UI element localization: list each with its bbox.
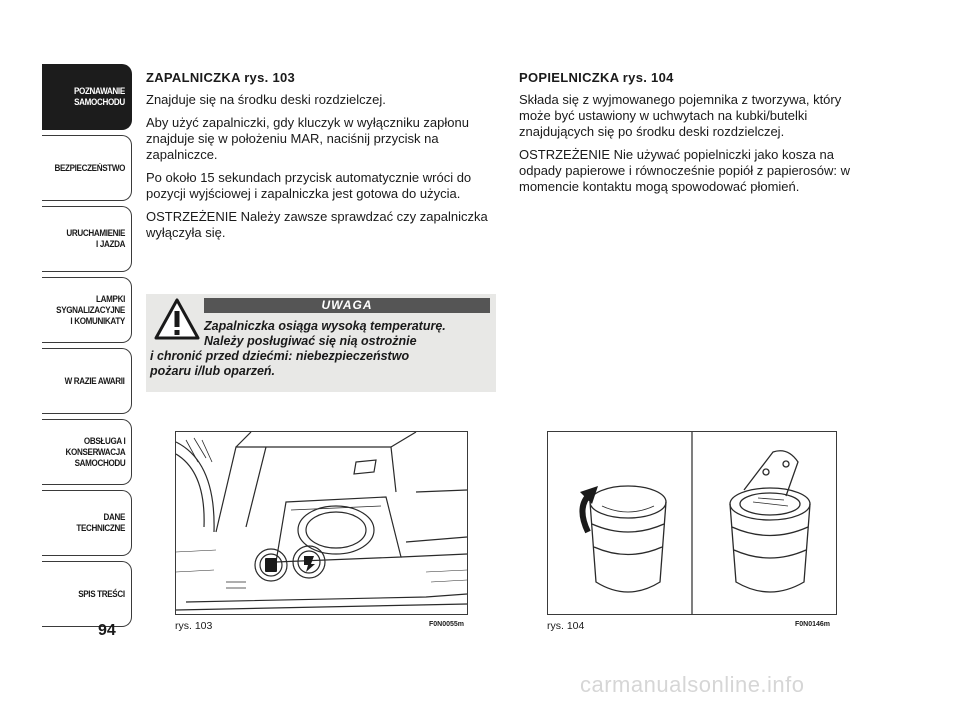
tab-obsluga-i-konserwacja[interactable] — [42, 419, 132, 485]
tab-label: LAMPKI SYGNALIZACYJNE I KOMUNIKATY — [56, 293, 125, 327]
figure-code: F0N0146m — [795, 621, 831, 628]
tab-bezpieczenstwo[interactable] — [42, 135, 132, 201]
tab-label: URUCHAMIENIE I JAZDA — [66, 228, 125, 250]
warning-line: i chronić przed dziećmi: niebezpieczeństwo — [150, 349, 410, 363]
warning-line: pożaru i/lub oparzeń. — [150, 364, 276, 378]
warning-text — [150, 319, 490, 379]
paragraph: Znajduje się na środku deski rozdzielczej. — [146, 92, 386, 107]
tab-uruchamienie-i-jazda[interactable] — [42, 206, 132, 272]
tab-poznawanie-samochodu[interactable] — [42, 64, 132, 130]
ashtray-drawing — [548, 432, 836, 614]
paragraph: Składa się z wyjmowanego pojemnika z tworzywa, który może być ustawiony w uchwytach na kubki/butelki znajdujących się po środku deski rozdzielczej. — [519, 92, 842, 139]
figure-lighter-illustration — [175, 431, 468, 615]
tab-label: SPIS TREŚCI — [78, 588, 125, 600]
tab-lampki-sygnalizacyjne[interactable] — [42, 277, 132, 343]
tab-label: OBSŁUGA I KONSERWACJA SAMOCHODU — [65, 435, 125, 469]
tab-label: DANE TECHNICZNE — [76, 512, 125, 534]
tab-label: BEZPIECZEŃSTWO — [54, 162, 125, 174]
lighter-drawing — [176, 432, 467, 614]
tab-w-razie-awarii[interactable] — [42, 348, 132, 414]
section-title: ZAPALNICZKA rys. 103 — [146, 70, 296, 85]
paragraph: OSTRZEŻENIE Nie używać popielniczki jako kosza na odpady papierowe i równocześnie popiół z papierosów: w momencie kontaktu mogą spowodować płomień. — [519, 147, 850, 194]
tab-dane-techniczne[interactable] — [42, 490, 132, 556]
page-number: 94 — [98, 622, 116, 639]
warning-heading: UWAGA — [204, 298, 490, 313]
paragraph: Aby użyć zapalniczki, gdy kluczyk w wyłączniku zapłonu znajduje się w położeniu MAR, naciśnij przycisk na zapalniczce. — [146, 115, 469, 162]
warning-line: Zapalniczka osiąga wysoką temperaturę. — [204, 319, 446, 333]
warning-box — [146, 294, 496, 392]
watermark: carmanualsonline.info — [580, 672, 805, 697]
figure-caption: rys. 103 — [175, 620, 213, 632]
figure-code: F0N0055m — [429, 621, 465, 628]
figure-caption: rys. 104 — [547, 620, 585, 632]
ashtray-section — [519, 70, 869, 202]
paragraph: OSTRZEŻENIE Należy zawsze sprawdzać czy zapalniczka wyłączyła się. — [146, 209, 488, 240]
section-title: POPIELNICZKA rys. 104 — [519, 70, 674, 85]
tab-label: W RAZIE AWARII — [65, 375, 125, 387]
figure-ashtray-illustration — [547, 431, 837, 615]
tab-label: POZNAWANIE SAMOCHODU — [74, 86, 125, 108]
cigarette-lighter-section — [146, 70, 496, 248]
paragraph: Po około 15 sekundach przycisk automatycznie wróci do pozycji wyjściowej i zapalniczka jest gotowa do użycia. — [146, 170, 472, 201]
warning-line: Należy posługiwać się nią ostrożnie — [204, 334, 417, 348]
tab-spis-tresci[interactable] — [42, 561, 132, 627]
